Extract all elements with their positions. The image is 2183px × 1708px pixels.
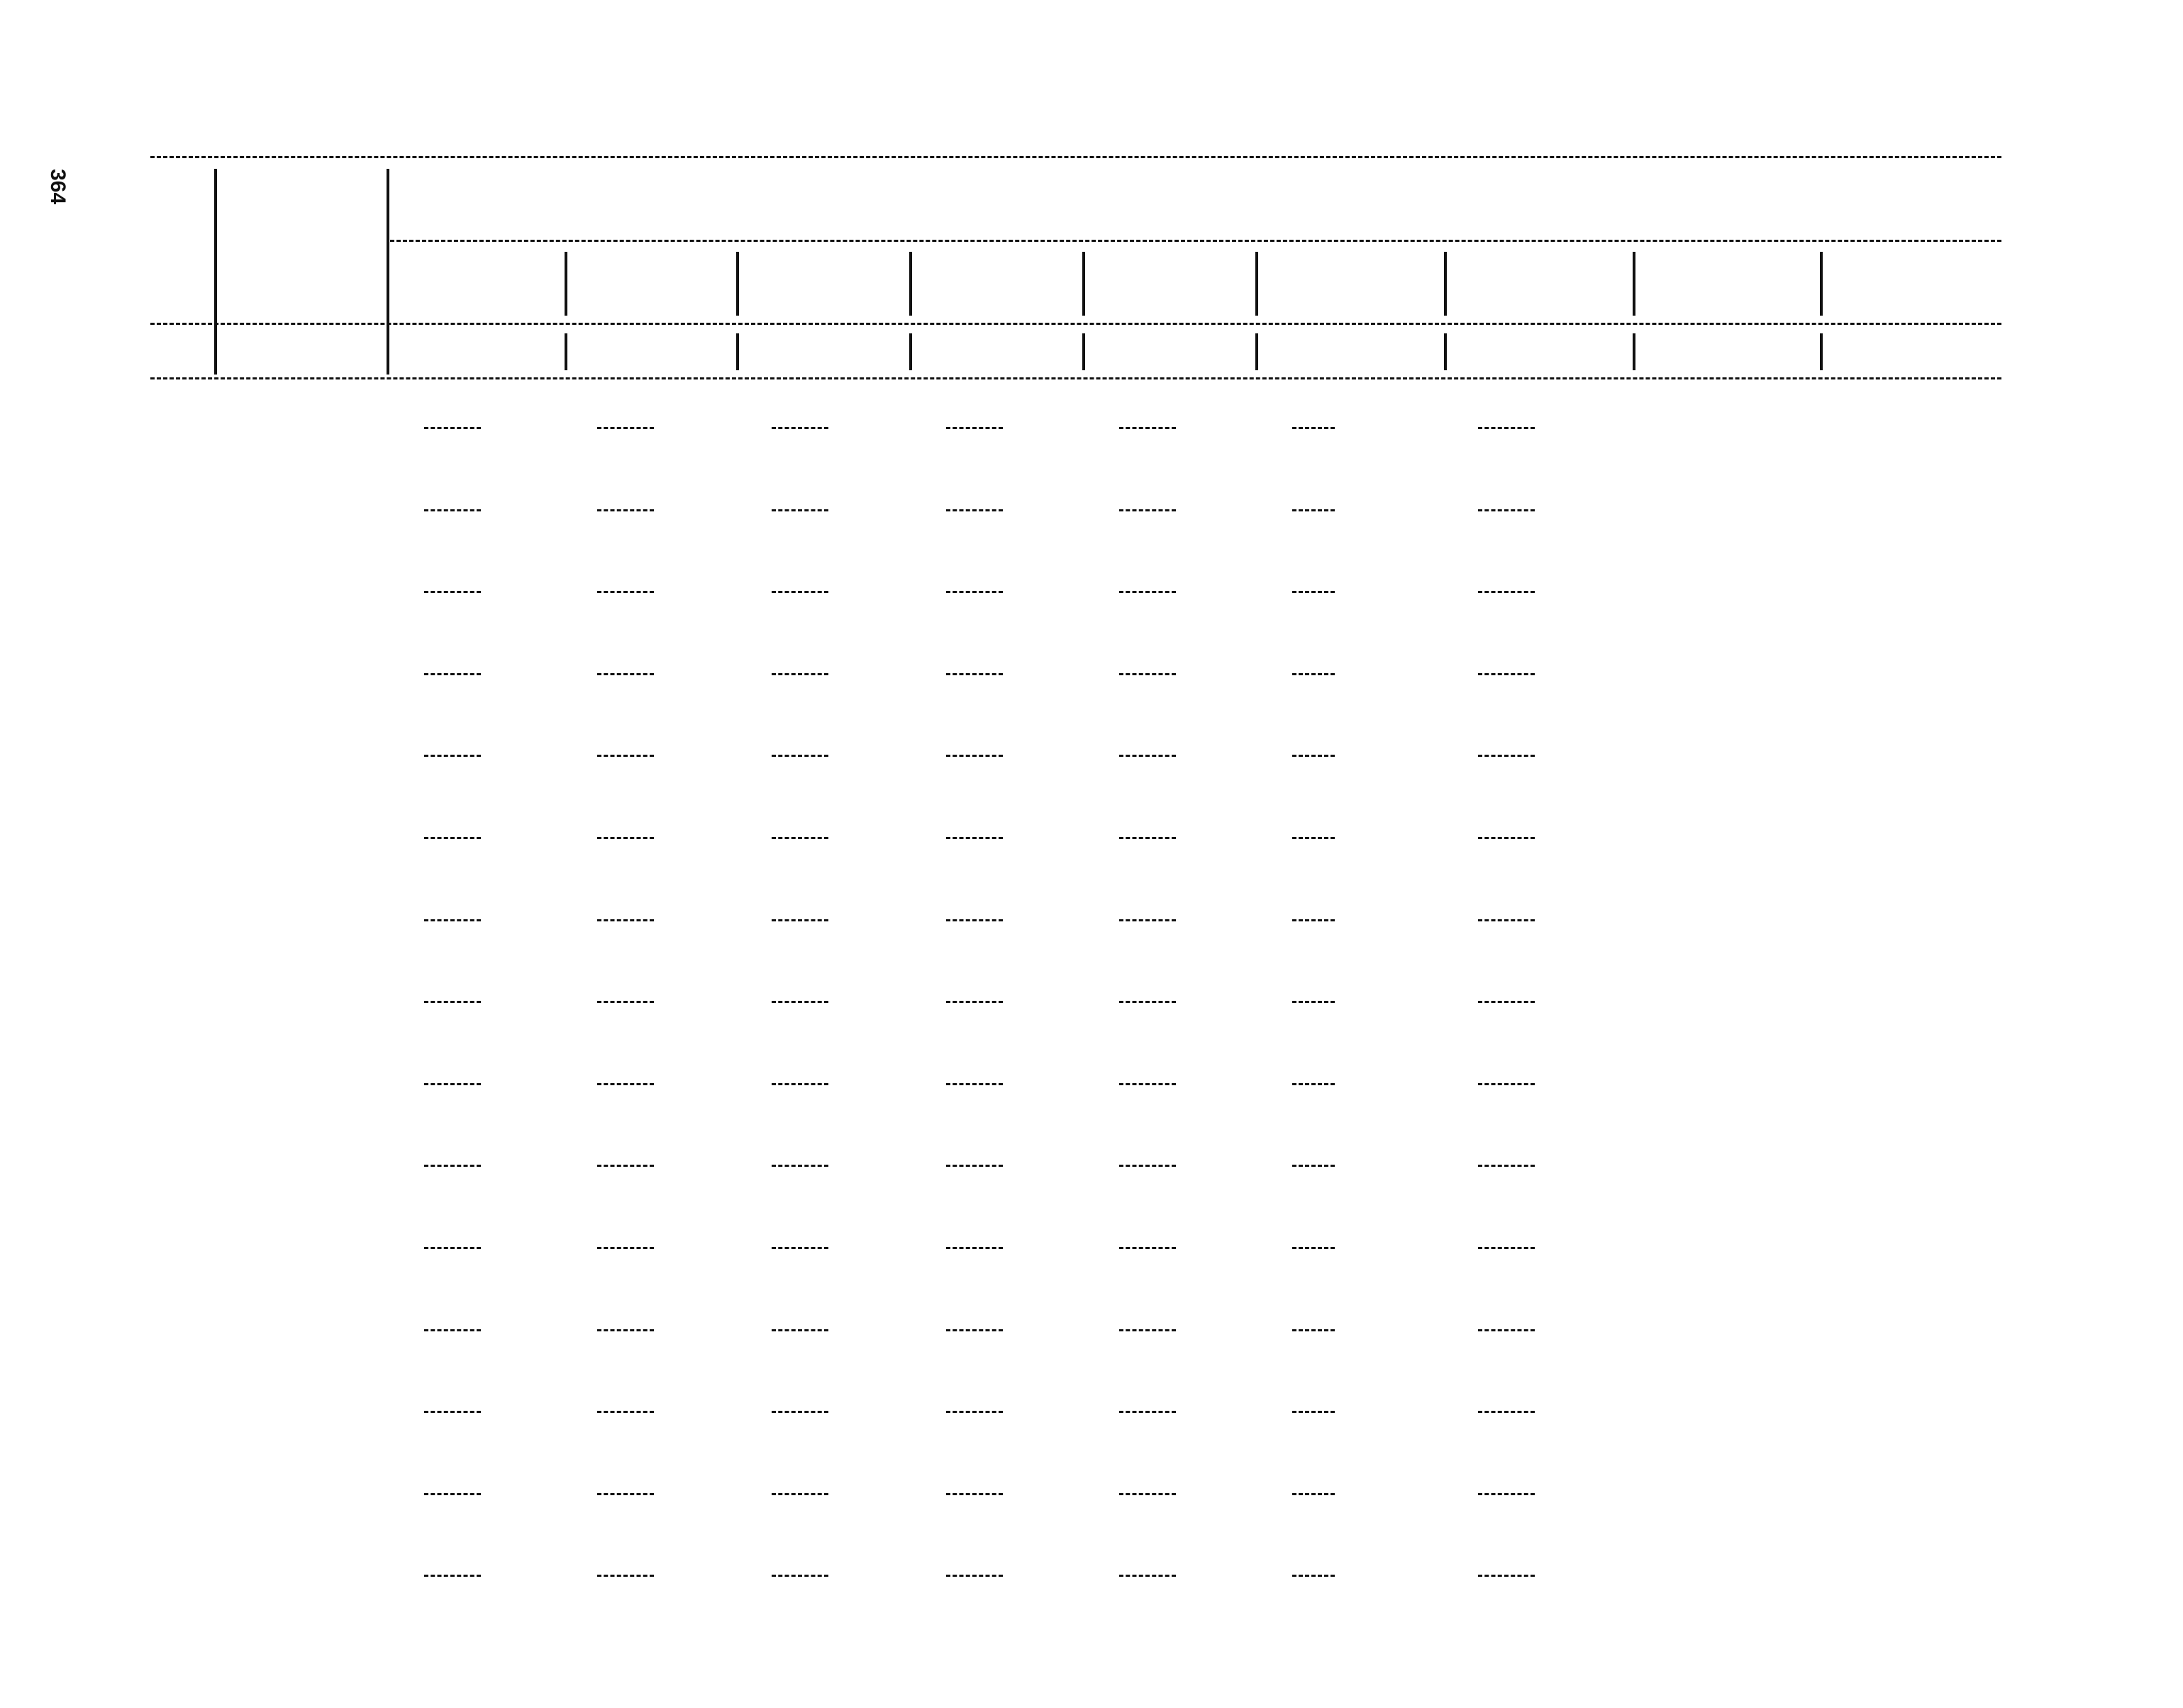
fraction-line [946, 919, 1003, 921]
fraction-line [1119, 919, 1176, 921]
price-col-separator [1444, 252, 1447, 316]
price-col-separator [1255, 333, 1258, 370]
fraction-line [772, 1165, 828, 1167]
fraction-line [772, 1575, 828, 1577]
fraction-line [1478, 919, 1535, 921]
price-col-separator [565, 333, 567, 370]
fraction-line [946, 591, 1003, 593]
fraction-line [597, 427, 654, 429]
price-col-separator [1633, 252, 1635, 316]
fraction-line [597, 1165, 654, 1167]
fraction-line [1478, 427, 1535, 429]
fraction-line [1119, 1411, 1176, 1413]
fraction-line [1119, 1575, 1176, 1577]
fraction-line [772, 1083, 828, 1085]
fraction-line [1478, 1329, 1535, 1331]
fraction-line [1292, 755, 1335, 757]
fraction-line [946, 1329, 1003, 1331]
fraction-line [597, 591, 654, 593]
fraction-line [1292, 509, 1335, 511]
fraction-line [597, 1001, 654, 1003]
fraction-line [1478, 591, 1535, 593]
fraction-line [597, 837, 654, 839]
fraction-line [1119, 1493, 1176, 1495]
fraction-line [946, 1083, 1003, 1085]
fraction-line [946, 427, 1003, 429]
fraction-line [1292, 673, 1335, 675]
price-col-separator [1633, 333, 1635, 370]
fraction-line [1119, 1001, 1176, 1003]
fraction-line [1478, 509, 1535, 511]
fraction-line [1119, 755, 1176, 757]
fraction-line [1119, 673, 1176, 675]
fraction-line [597, 919, 654, 921]
fraction-line [1478, 1165, 1535, 1167]
fraction-line [424, 673, 481, 675]
fraction-line [772, 591, 828, 593]
fraction-line [1292, 1411, 1335, 1413]
fraction-line [1478, 673, 1535, 675]
fraction-line [424, 1165, 481, 1167]
fraction-line [597, 1575, 654, 1577]
fraction-line [946, 509, 1003, 511]
fraction-line [1292, 1001, 1335, 1003]
price-col-separator [736, 252, 739, 316]
fraction-line [1292, 1329, 1335, 1331]
header-top-rule [150, 156, 2001, 158]
fraction-line [1478, 1001, 1535, 1003]
fraction-line [1119, 1165, 1176, 1167]
fraction-line [424, 1575, 481, 1577]
price-col-separator [909, 333, 912, 370]
fraction-line [772, 1411, 828, 1413]
fraction-line [424, 1083, 481, 1085]
fraction-line [946, 1411, 1003, 1413]
fraction-line [1292, 1575, 1335, 1577]
fraction-line [772, 1493, 828, 1495]
fraction-line [1292, 837, 1335, 839]
price-col-separator [1820, 333, 1823, 370]
fraction-line [597, 1411, 654, 1413]
fraction-line [1292, 427, 1335, 429]
fraction-line [772, 673, 828, 675]
fraction-line [1478, 1083, 1535, 1085]
fraction-line [424, 1247, 481, 1249]
fraction-line [946, 1493, 1003, 1495]
fraction-line [946, 755, 1003, 757]
fraction-line [597, 755, 654, 757]
fraction-line [946, 673, 1003, 675]
fraction-line [1119, 837, 1176, 839]
price-col-separator [1082, 252, 1085, 316]
fraction-line [946, 837, 1003, 839]
price-col-separator [1082, 333, 1085, 370]
fraction-line [424, 837, 481, 839]
fraction-line [772, 427, 828, 429]
fraction-line [1292, 1165, 1335, 1167]
code-col-separator [387, 169, 389, 375]
fraction-line [424, 427, 481, 429]
price-col-separator [1255, 252, 1258, 316]
price-col-separator [736, 333, 739, 370]
fraction-line [772, 837, 828, 839]
fraction-line [597, 1329, 654, 1331]
fraction-line [772, 755, 828, 757]
fraction-line [424, 591, 481, 593]
fraction-line [424, 1001, 481, 1003]
fraction-line [1292, 591, 1335, 593]
price-col-separator [565, 252, 567, 316]
fraction-line [946, 1001, 1003, 1003]
fraction-line [1478, 1411, 1535, 1413]
fraction-line [772, 919, 828, 921]
fraction-line [1478, 1493, 1535, 1495]
fraction-line [1119, 591, 1176, 593]
fraction-line [597, 1083, 654, 1085]
fraction-line [1478, 1247, 1535, 1249]
fraction-line [1478, 1575, 1535, 1577]
fraction-line [1119, 427, 1176, 429]
fraction-line [424, 1493, 481, 1495]
fraction-line [772, 1001, 828, 1003]
fraction-line [424, 919, 481, 921]
fraction-line [597, 509, 654, 511]
fraction-line [772, 1247, 828, 1249]
fraction-line [424, 755, 481, 757]
fraction-line [1292, 1493, 1335, 1495]
fraction-line [1292, 919, 1335, 921]
fraction-line [1119, 1247, 1176, 1249]
fraction-line [1119, 1083, 1176, 1085]
fraction-line [946, 1247, 1003, 1249]
fraction-line [772, 1329, 828, 1331]
fraction-line [1119, 509, 1176, 511]
fraction-line [424, 509, 481, 511]
page-number: 364 [46, 169, 70, 205]
group-title-rule [390, 240, 2001, 242]
fraction-line [1478, 755, 1535, 757]
fraction-line [1292, 1083, 1335, 1085]
fraction-line [1292, 1247, 1335, 1249]
price-col-separator [1444, 333, 1447, 370]
fraction-line [597, 673, 654, 675]
fraction-line [597, 1247, 654, 1249]
fraction-line [946, 1165, 1003, 1167]
price-col-separator [1820, 252, 1823, 316]
price-col-separator [909, 252, 912, 316]
fraction-line [1119, 1329, 1176, 1331]
fraction-line [597, 1493, 654, 1495]
header-bottom-rule [150, 377, 2001, 379]
fraction-line [772, 509, 828, 511]
subheader-rule [150, 323, 2001, 325]
fraction-line [946, 1575, 1003, 1577]
n-col-separator [214, 169, 217, 375]
fraction-line [1478, 837, 1535, 839]
fraction-line [424, 1329, 481, 1331]
fraction-line [424, 1411, 481, 1413]
